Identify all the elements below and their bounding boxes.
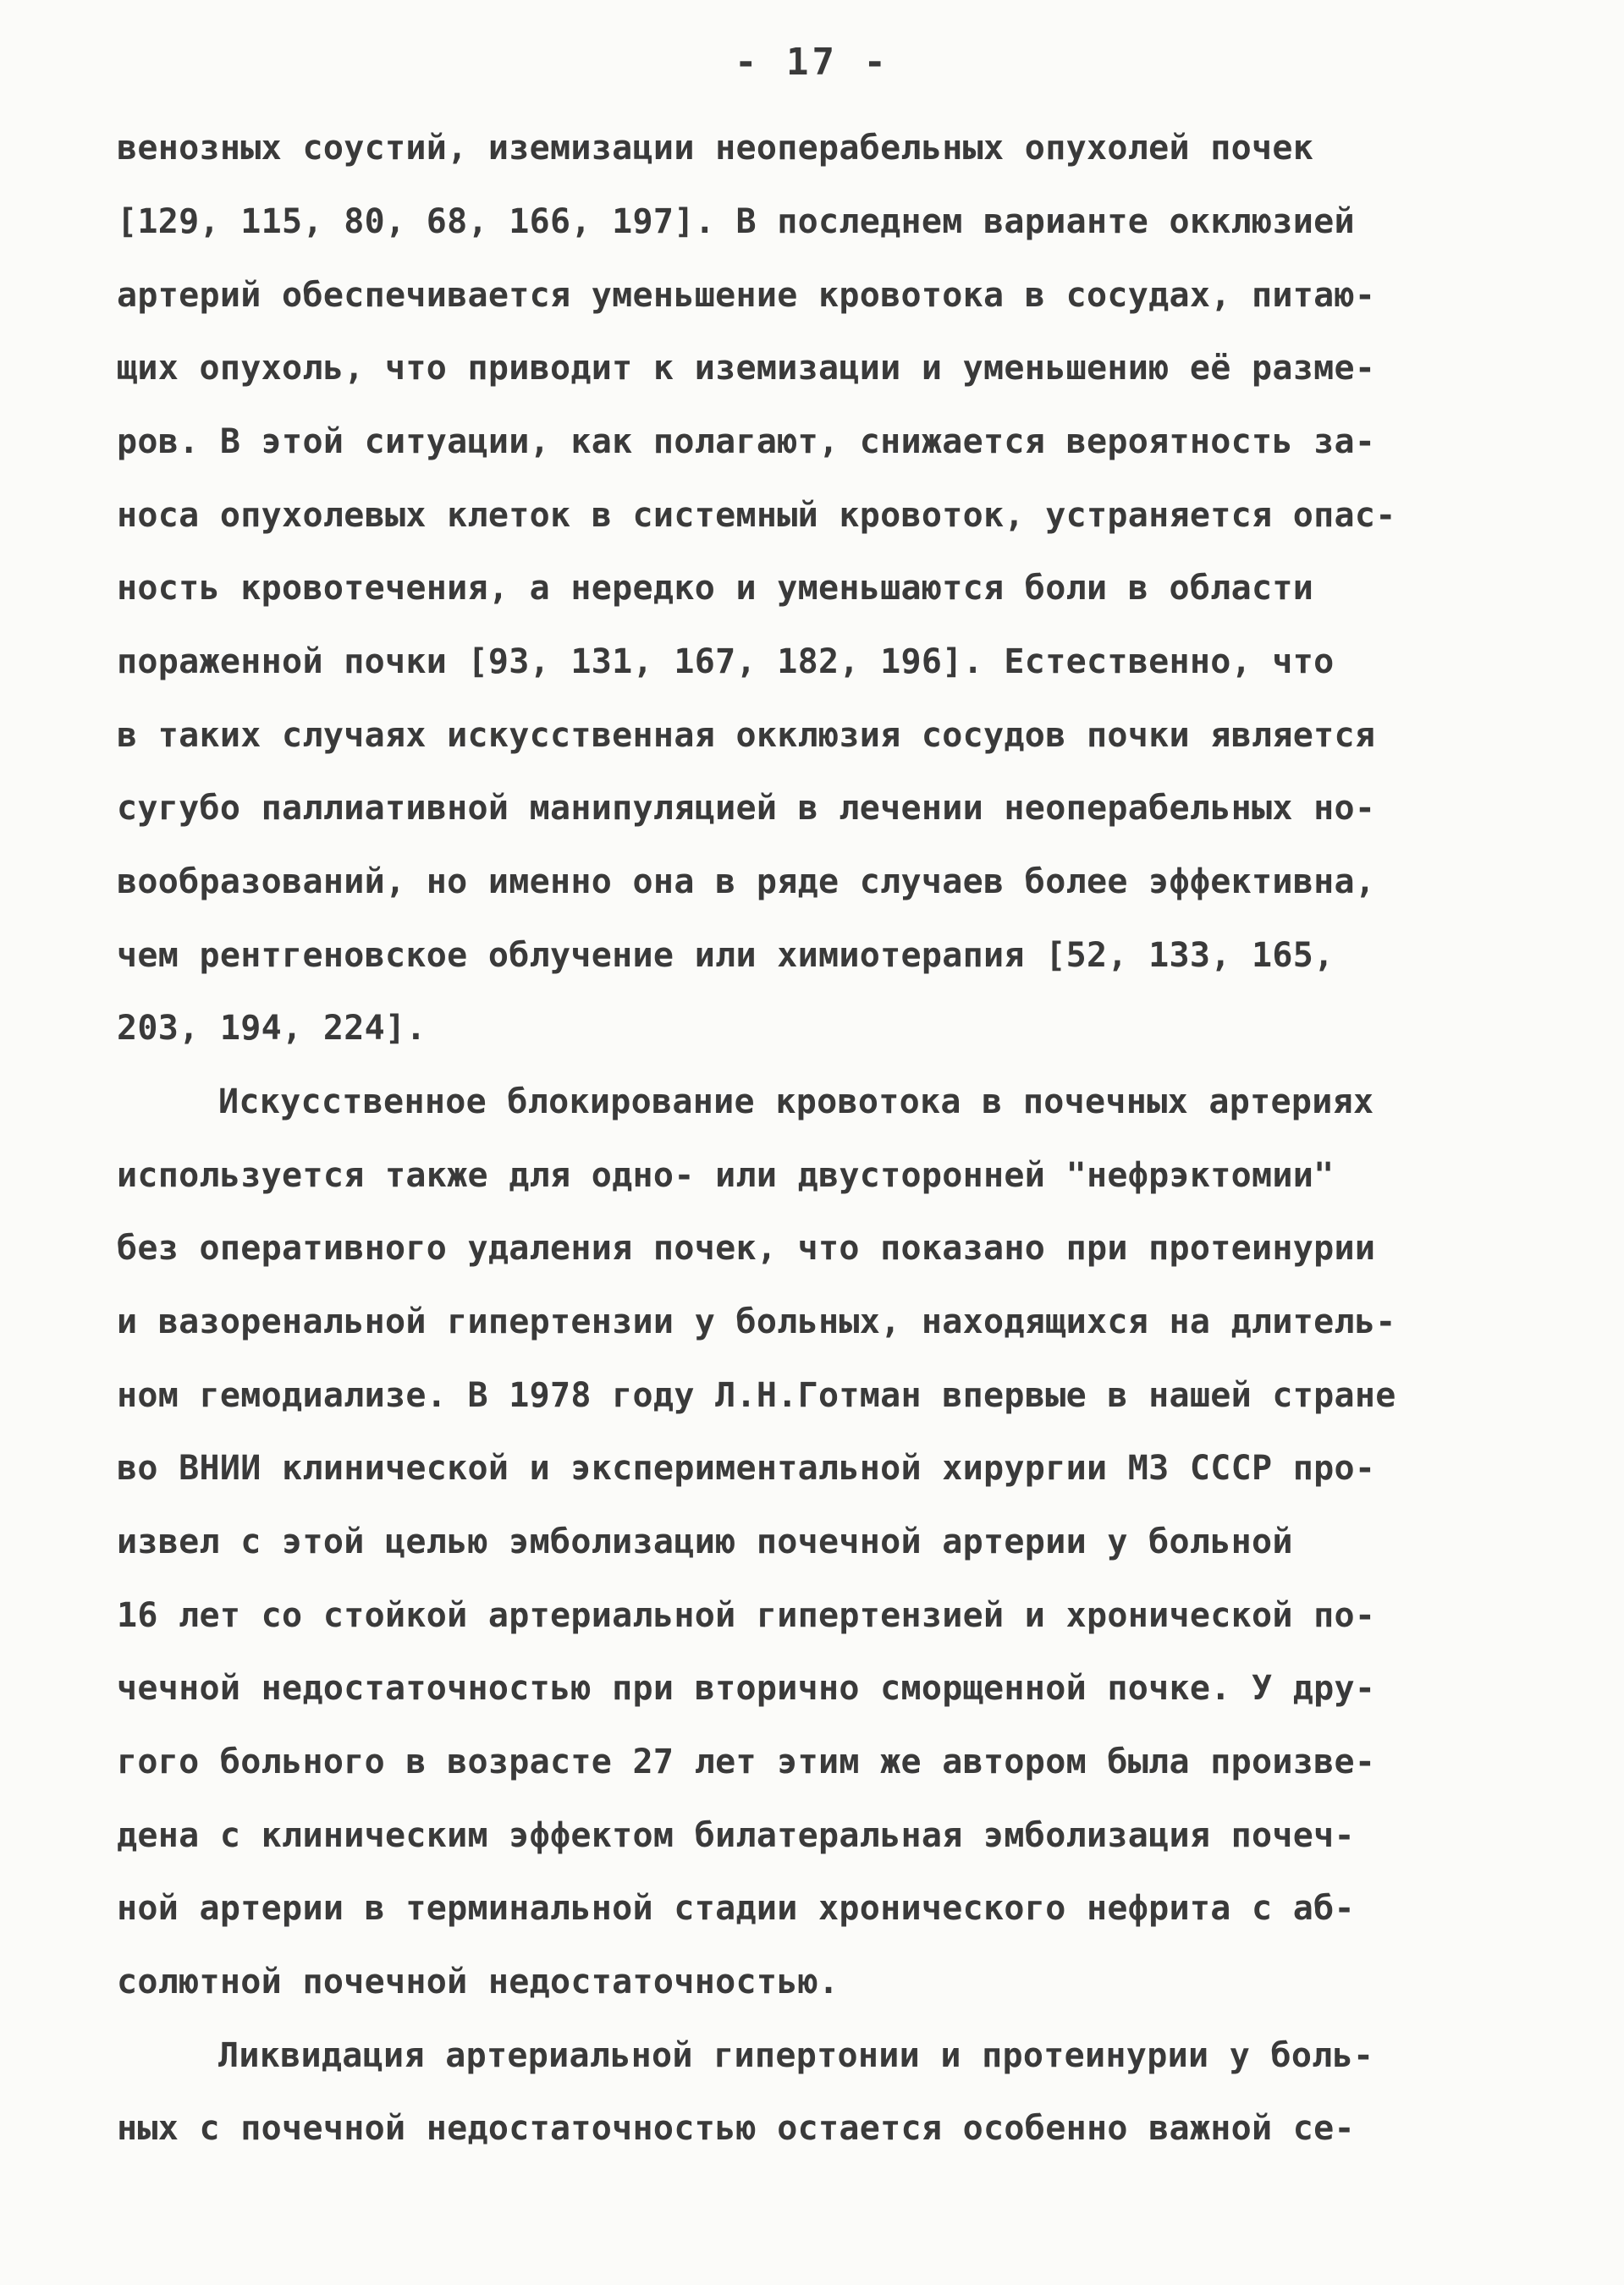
page-number: - 17 - <box>735 41 889 84</box>
text-line: солютной почечной недостаточностью. <box>117 1963 840 2001</box>
text-line: пораженной почки [93, 131, 167, 182, 196]. Естественно, что <box>117 642 1335 681</box>
text-line: извел с этой целью эмболизацию почечной артерии у больной <box>117 1522 1293 1561</box>
text-line: ров. В этой ситуации, как полагают, снижается вероятность за- <box>117 422 1376 461</box>
text-line: без оперативного удаления почек, что показано при протеинурии <box>117 1229 1376 1268</box>
text-line: 203, 194, 224]. <box>117 1009 427 1048</box>
text-line: носа опухолевых клеток в системный кровоток, устраняется опас- <box>117 496 1396 535</box>
text-line: щих опухоль, что приводит к иземизации и уменьшению её разме- <box>117 349 1376 388</box>
text-line: артерий обеспечивается уменьшение кровотока в сосудах, питаю- <box>117 276 1376 315</box>
text-line: ном гемодиализе. В 1978 году Л.Н.Готман впервые в нашей стране <box>117 1376 1396 1415</box>
text-line: ных с почечной недостаточностью остается особенно важной се- <box>117 2109 1355 2148</box>
text-line: чем рентгеновское облучение или химиотерапия [52, 133, 165, <box>117 936 1335 975</box>
text-line: в таких случаях искусственная окклюзия сосудов почки является <box>117 716 1376 755</box>
text-line: Искусственное блокирование кровотока в почечных артериях <box>218 1082 1374 1121</box>
text-line: вообразований, но именно она в ряде случаев более эффективна, <box>117 862 1376 901</box>
text-line: сугубо паллиативной манипуляцией в лечении неоперабельных но- <box>117 789 1376 828</box>
text-line: ность кровотечения, а нередко и уменьшаются боли в области <box>117 569 1314 608</box>
text-line: ной артерии в терминальной стадии хронического нефрита с аб- <box>117 1889 1355 1928</box>
text-line: 16 лет со стойкой артериальной гипертензией и хронической по- <box>117 1596 1376 1635</box>
text-line: во ВНИИ клинической и экспериментальной хирургии МЗ СССР про- <box>117 1449 1376 1488</box>
text-line: гого больного в возрасте 27 лет этим же автором была произве- <box>117 1743 1376 1781</box>
text-line: чечной недостаточностью при вторично сморщенной почке. У дру- <box>117 1669 1376 1708</box>
text-line: и вазоренальной гипертензии у больных, находящихся на длитель- <box>117 1302 1396 1341</box>
text-line: используется также для одно- или двусторонней "нефрэктомии" <box>117 1156 1335 1195</box>
text-line: дена с клиническим эффектом билатеральная эмболизация почеч- <box>117 1816 1355 1855</box>
text-line: [129, 115, 80, 68, 166, 197]. В последнем варианте окклюзией <box>117 202 1355 241</box>
text-line: Ликвидация артериальной гипертонии и протеинурии у боль- <box>218 2036 1374 2075</box>
text-line: венозных соустий, иземизации неоперабельных опухолей почек <box>117 129 1314 168</box>
